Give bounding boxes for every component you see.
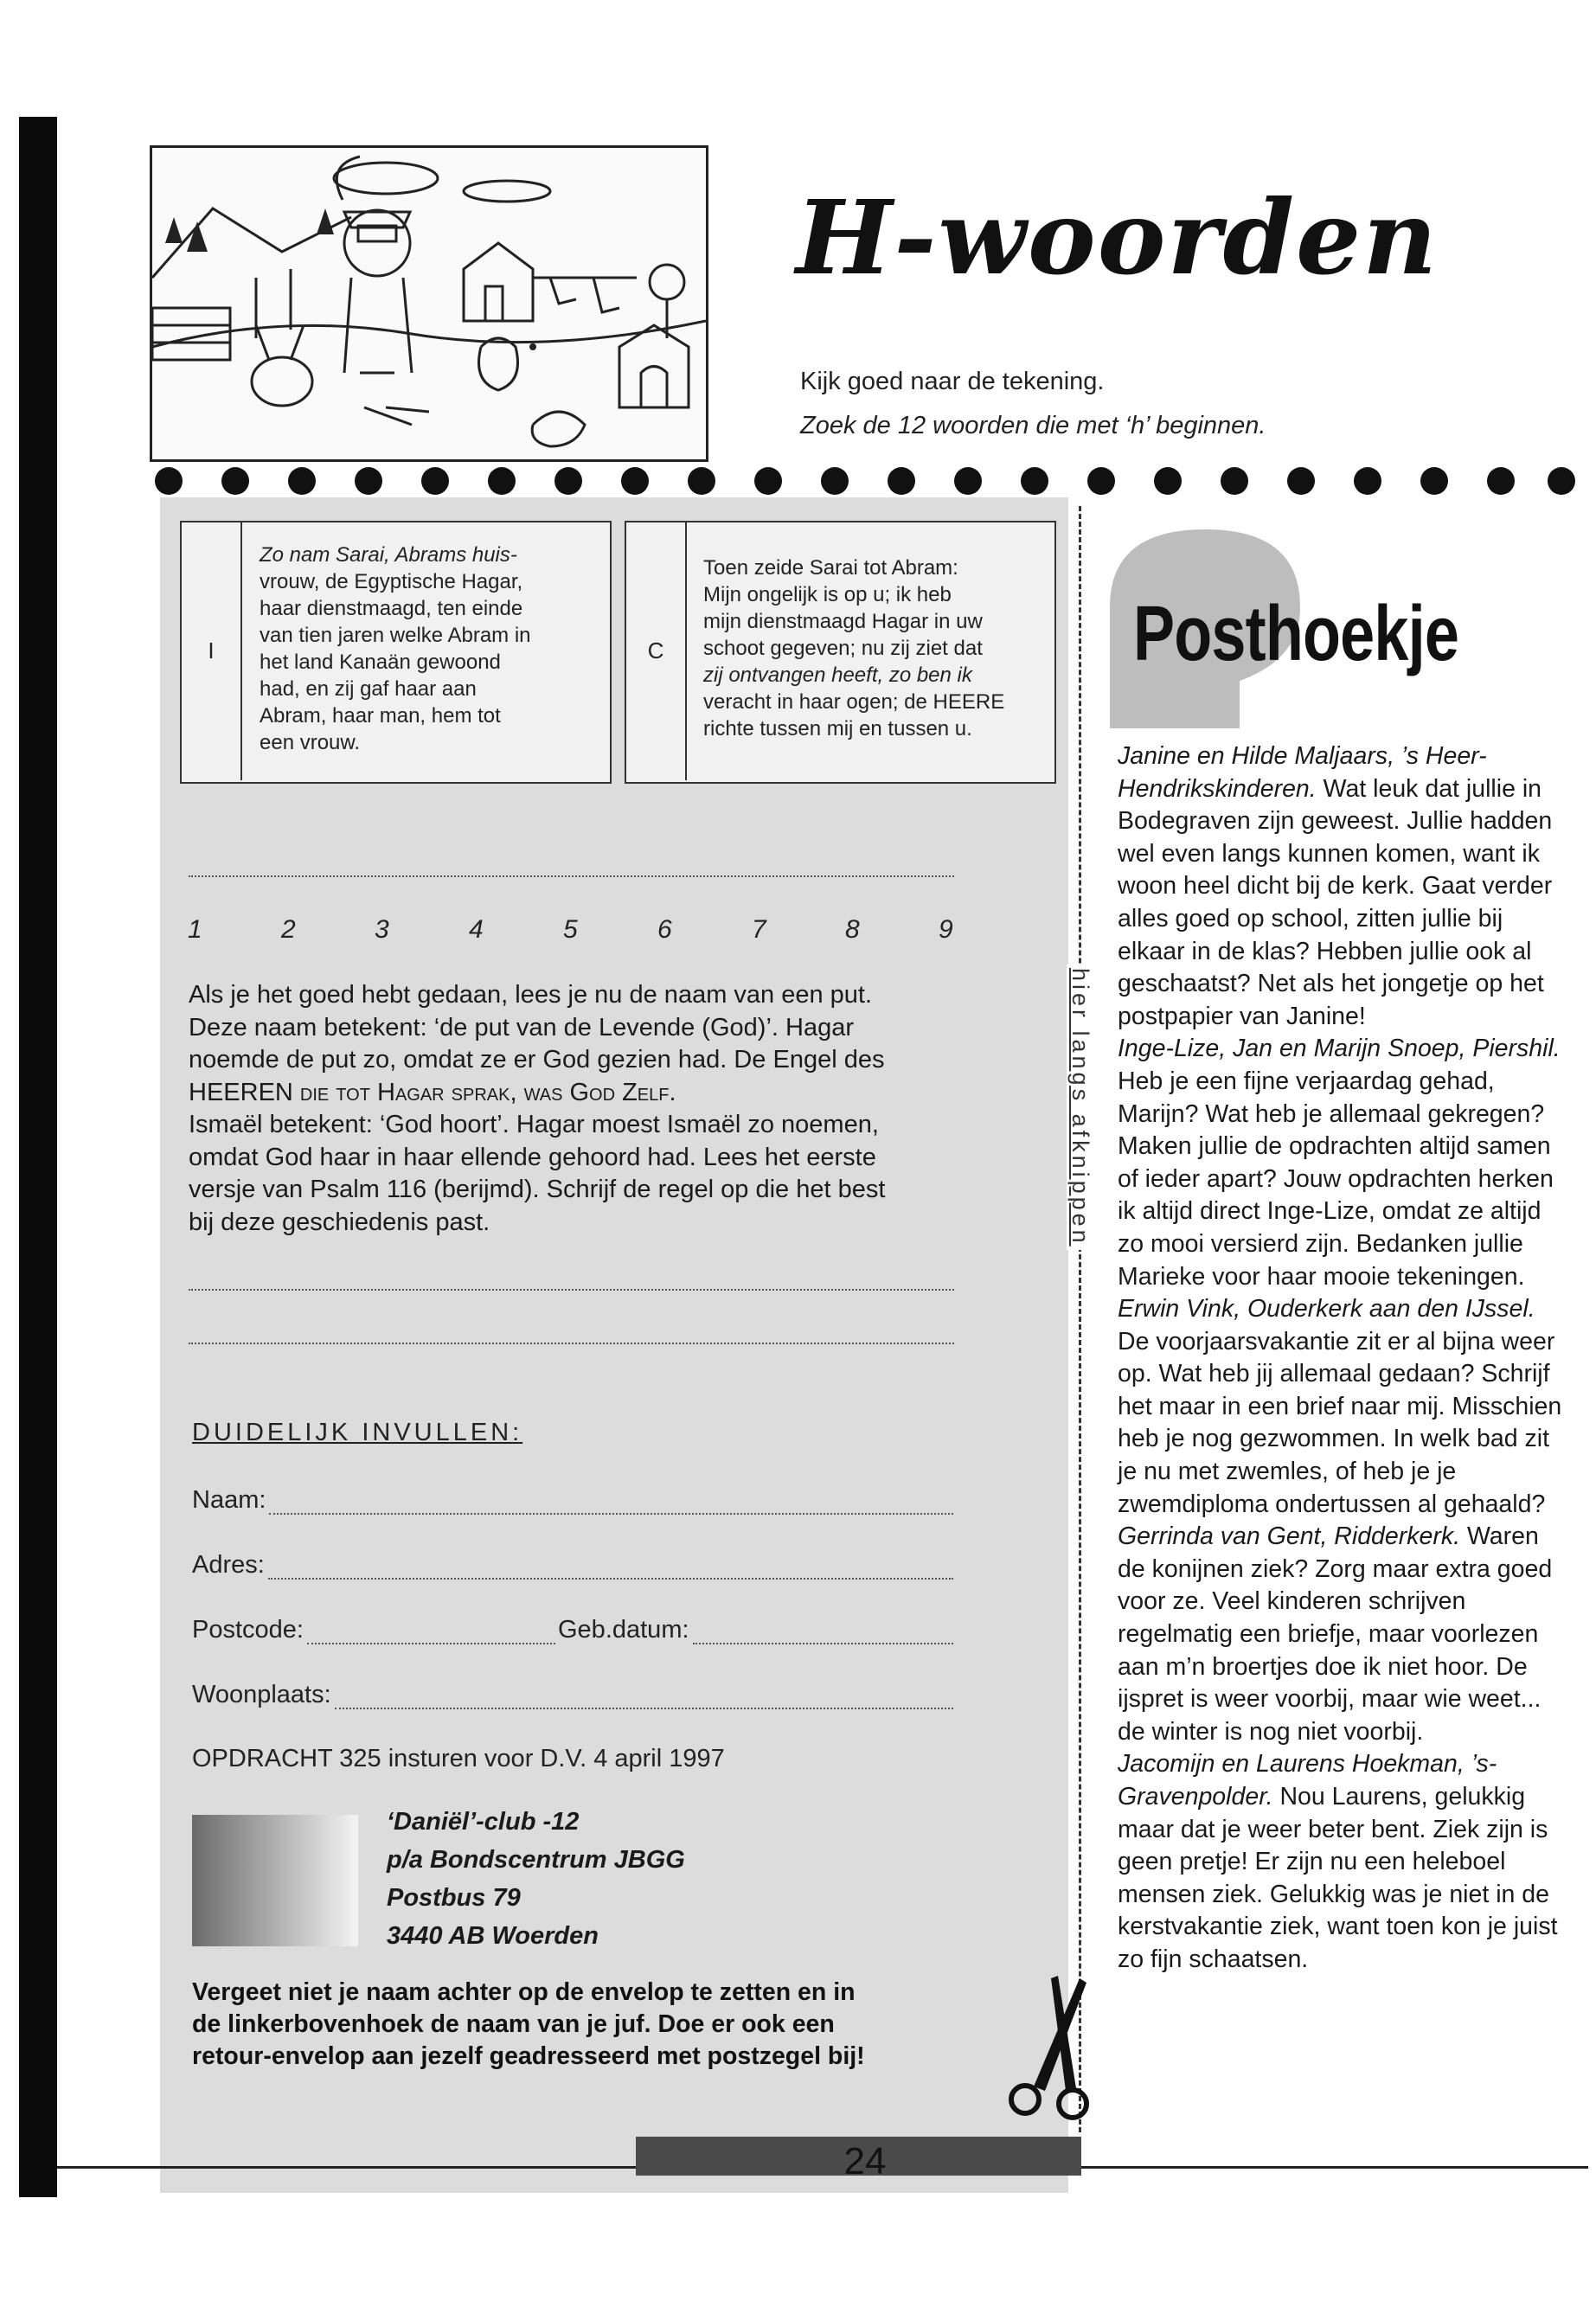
explanation-line: Ismaël betekent: ‘God hoort’. Hagar moest Ismaël zo noemen, [189,1111,879,1138]
verse-c-line: Toen zeide Sarai tot Abram: [703,556,958,580]
birthdate-input-line[interactable] [693,1622,953,1644]
answer-number: 2 [281,915,296,944]
reminder-line: Vergeet niet je naam achter op de envelop te zetten en in [192,1978,856,2006]
address-line: Postbus 79 [387,1884,521,1912]
post-letter-name: Janine en Hilde Maljaars, ’s Heer-Hendrikskinderen. [1118,742,1487,803]
verse-i-line: haar dienstmaagd, ten einde [260,597,523,620]
explanation-line: omdat God haar in haar ellende gehoord had. Lees het eerste [189,1143,876,1171]
explanation-line: Als je het goed hebt gedaan, lees je nu de naam van een put. [189,981,873,1009]
verse-letter-c: C [647,637,664,663]
post-letter-text: Nou Laurens, gelukkig maar dat je weer beter bent. Ziek zijn is geen pretje! Er zijn nu een heleboel mensen ziek. Gelukkig was je niet in de kerstvakantie ziek, want toen kon je juist zo fijn schaatsen. [1118,1783,1558,1973]
post-letter [1118,1033,1567,1293]
address-line: 3440 AB Woerden [387,1922,599,1950]
postcode-label: Postcode: [192,1616,304,1644]
psalm-answer-line-2[interactable] [189,1343,954,1344]
assignment-deadline: OPDRACHT 325 insturen voor D.V. 4 april 1997 [192,1745,725,1772]
post-letter-name: Jacomijn en Laurens Hoekman, ’s-Gravenpolder. [1118,1750,1497,1811]
postcode-input-line[interactable] [307,1622,555,1644]
city-field[interactable] [192,1681,953,1709]
farm-illustration [150,145,708,462]
postcode-field[interactable] [192,1616,555,1644]
post-letter-name: Erwin Vink, Ouderkerk aan den IJssel. [1118,1295,1535,1324]
cut-label-text: hier langs afknippen [1067,965,1093,1250]
verse-c-line: Mijn ongelijk is op u; ik heb [703,583,952,606]
verse-box-c-divider [685,521,687,780]
answer-number: 4 [469,915,484,944]
address-input-line[interactable] [268,1557,953,1580]
verse-text-i [260,542,601,756]
reminder-line: retour-envelop aan jezelf geadresseerd met postzegel bij! [192,2042,865,2070]
page-number: 24 [843,2140,887,2182]
stamp-placeholder [192,1815,358,1946]
answer-number: 7 [752,915,766,944]
verse-i-line: had, en zij gaf haar aan [260,677,477,701]
instruction-find-words: Zoek de 12 woorden die met ‘h’ beginnen. [800,412,1266,439]
post-letter-text: Waren de konijnen ziek? Zorg maar extra goed voor ze. Veel kinderen schrijven regelmatig een briefje, maar voorlezen aan m’n broertjes doe ik niet hoor. De ijspret is weer voorbij, maar wie weet... de winter is nog niet voorbij. [1118,1522,1553,1746]
post-letter-text: De voorjaarsvakantie zit er al bijna weer op. Wat heb jij allemaal gedaan? Schrijf het maar in een brief naar mij. Misschien heb je nog gezwommen. In welk bad zit je nu met zwemles, of heb je je zwemdiploma ondertussen al gehaald? [1118,1327,1562,1518]
post-letter [1118,1748,1567,1976]
address-line: ‘Daniël’-club -12 [387,1808,580,1836]
verse-letter-i: I [208,637,215,663]
answer-line[interactable] [189,875,954,877]
explanation-line: bij deze geschiedenis past. [189,1208,490,1236]
verse-i-line: Zo nam Sarai, Abrams huis- [260,543,517,567]
post-letter [1118,1521,1567,1748]
explanation-line: HEEREN die tot Hagar sprak, was God Zelf. [189,1078,676,1106]
left-edge-bar [19,117,57,2197]
verse-i-line: het land Kanaän gewoond [260,651,501,674]
post-letter-text: Heb je een fijne verjaardag gehad, Marijn? Wat heb je allemaal gekregen? Maken jullie de opdrachten altijd samen of ieder apart? Jouw opdrachten herken ik altijd direct Inge-Lize, omdat ze altijd zo mooi versierd zijn. Bedanken jullie Marieke voor haar mooie tekeningen. [1118,1067,1554,1291]
page-title: H-woorden [796,177,1439,298]
verse-i-line: een vrouw. [260,731,361,754]
answer-number: 8 [845,915,860,944]
form-heading: DUIDELIJK INVULLEN: [192,1419,523,1446]
birthdate-field[interactable] [558,1616,953,1644]
reminder-line: de linkerbovenhoek de naam van je juf. Doe er ook een [192,2010,835,2038]
verse-i-line: vrouw, de Egyptische Hagar, [260,570,523,593]
answer-number: 1 [188,915,202,944]
city-label: Woonplaats: [192,1681,331,1708]
post-corner-letters [1118,740,1567,1977]
answer-number: 5 [563,915,578,944]
verse-c-line: zij ontvangen heeft, zo ben ik [703,663,972,687]
verse-c-line: mijn dienstmaagd Hagar in uw [703,610,983,633]
address-label: Adres: [192,1551,265,1579]
envelope-reminder [192,1977,971,2073]
cut-label [1062,965,1093,1302]
name-label: Naam: [192,1486,266,1514]
verse-c-line: veracht in haar ogen; de HEERE [703,690,1005,714]
farm-drawing [152,148,706,459]
explanation-text [189,979,950,1239]
explanation-line: versje van Psalm 116 (berijmd). Schrijf de regel op die het best [189,1176,886,1203]
answer-number: 3 [375,915,389,944]
address-field[interactable] [192,1551,953,1580]
cut-line [1079,506,1081,2132]
name-input-line[interactable] [269,1492,953,1515]
verse-box-i-divider [240,521,242,780]
psalm-answer-line-1[interactable] [189,1289,954,1291]
verse-c-line: schoot gegeven; nu zij ziet dat [703,637,983,660]
answer-number: 9 [939,915,953,944]
post-corner-title: Posthoekje [1133,591,1459,677]
explanation-line: noemde de put zo, omdat ze er God gezien had. De Engel des [189,1046,885,1074]
dot-separator [147,459,1579,503]
address-line: p/a Bondscentrum JBGG [387,1846,685,1874]
name-field[interactable] [192,1486,953,1515]
answer-number: 6 [657,915,672,944]
verse-c-line: richte tussen mij en tussen u. [703,717,972,740]
instruction-look: Kijk goed naar de tekening. [800,368,1105,395]
scissors-icon [1003,1974,1099,2121]
city-input-line[interactable] [335,1687,953,1709]
verse-text-c [703,554,1049,742]
post-letter [1118,1293,1567,1521]
post-letter-name: Inge-Lize, Jan en Marijn Snoep, Piershil. [1118,1035,1561,1063]
post-letter-name: Gerrinda van Gent, Ridderkerk. [1118,1522,1461,1551]
verse-i-line: van tien jaren welke Abram in [260,624,531,647]
post-letter-text: Wat leuk dat jullie in Bodegraven zijn geweest. Jullie hadden wel even langs kunnen komen, want ik woon heel dicht bij de kerk. Gaat verder alles goed op school, zitten jullie bij elkaar in de klas? Hebben jullie ook al geschaatst? Net als het jongetje op het postpapier van Janine! [1118,774,1553,1030]
verse-i-line: Abram, haar man, hem tot [260,704,501,727]
birthdate-label: Geb.datum: [558,1616,689,1644]
post-letter [1118,740,1567,1033]
explanation-line: Deze naam betekent: ‘de put van de Levende (God)’. Hagar [189,1013,854,1042]
